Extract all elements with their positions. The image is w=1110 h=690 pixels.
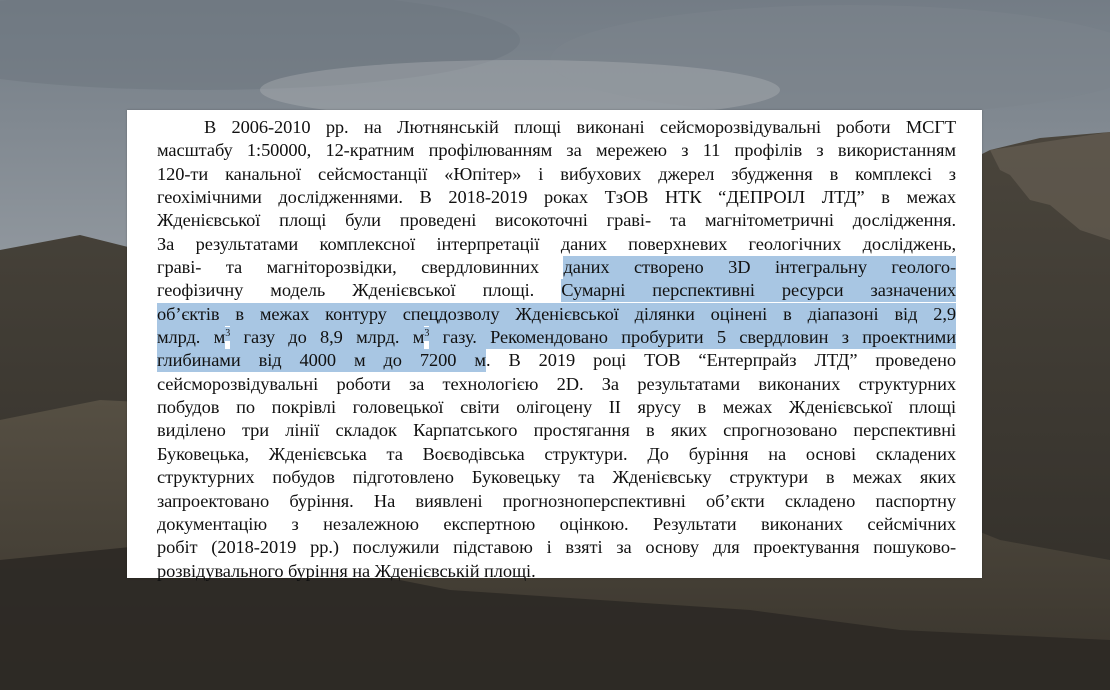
text-span: структурних побудов підготовлено Буковецьку та Жденієвську структури в межах яких: [157, 467, 956, 488]
text-line: [157, 536, 956, 559]
text-line: [157, 256, 956, 279]
text-span: сейсморозвідувальні роботи за технологією 2D. За результатами виконаних структурних: [157, 373, 956, 394]
text-line: [157, 513, 956, 536]
text-span: розвідувального буріння на Жденієвській площі.: [157, 560, 536, 581]
text-span: побудов по покрівлі головецької світи олігоцену ІІ ярусу в межах Жденієвської площі: [157, 397, 956, 418]
highlighted-text: об’єктів в межах контуру спецдозволу Жденієвської ділянки оцінені в діапазоні від 2,9: [157, 303, 956, 324]
text-span: граві- та магніторозвідки, свердловинних: [157, 257, 564, 278]
text-span: . В 2019 році ТОВ “Ентерпрайз ЛТД” проведено: [485, 350, 956, 371]
text-line: [157, 396, 956, 419]
text-line: [157, 186, 956, 209]
highlighted-text: глибинами від 4000 м до 7200 м: [157, 350, 486, 371]
text-span: Буковецька, Жденієвська та Воєводівська структури. До буріння на основі складених: [157, 443, 956, 464]
text-span: 120-ти канальної сейсмостанції «Юпітер» і вибухових джерел збудження в комплексі з: [157, 163, 956, 184]
text-line: [157, 233, 956, 256]
text-line: [157, 443, 956, 466]
text-line: [157, 373, 956, 396]
text-span: масштабу 1:50000, 12-кратним профілюванням за мережею з 11 профілів з використанням: [157, 140, 956, 161]
text-span: Жденієвської площі були проведені високоточні граві- та магнітометричні дослідження.: [157, 210, 956, 231]
highlighted-text: даних створено 3D інтегральну геолого-: [563, 257, 956, 278]
highlighted-text: газу до 8,9 млрд. м: [230, 327, 425, 348]
text-span: документацію з незалежною експертною оцінкою. Результати виконаних сейсмічних: [157, 513, 956, 534]
text-line: [157, 209, 956, 232]
highlighted-text: 3: [424, 328, 430, 340]
text-line: [157, 419, 956, 442]
text-line: [157, 303, 956, 326]
document-page: [127, 110, 982, 581]
text-span: геофізичну модель Жденієвської площі.: [157, 280, 562, 301]
highlighted-text: 3: [225, 328, 231, 340]
highlighted-text: газу. Рекомендовано пробурити 5 свердловин з проектними: [429, 327, 957, 348]
text-span: геохімічними дослідженнями. В 2018-2019 роках ТзОВ НТК “ДЕПРОІЛ ЛТД” в межах: [157, 187, 956, 208]
text-span: В 2006-2010 рр. на Лютнянській площі виконані сейсморозвідувальні роботи МСГТ: [204, 117, 956, 137]
text-span: робіт (2018-2019 рр.) послужили підставою і взяті за основу для проектування пошуково-: [157, 537, 956, 558]
text-line: [157, 490, 956, 513]
text-line: [157, 349, 956, 372]
text-span: За результатами комплексної інтерпретації даних поверхневих геологічних досліджень,: [157, 233, 956, 254]
text-line: [157, 279, 956, 302]
highlighted-text: Сумарні перспективні ресурси зазначених: [561, 280, 956, 301]
text-line: [157, 560, 956, 583]
text-line: [157, 163, 956, 186]
text-span: запроектовано буріння. На виявлені прогнозноперспективні об’єкти складено паспортну: [157, 490, 956, 511]
text-line: [157, 466, 956, 489]
text-span: виділено три лінії складок Карпатського простягання в яких спрогнозовано перспективні: [157, 420, 956, 441]
text-line: [157, 326, 956, 349]
text-line: [157, 139, 956, 162]
highlighted-text: млрд. м: [157, 327, 226, 348]
text-line: [157, 116, 956, 139]
